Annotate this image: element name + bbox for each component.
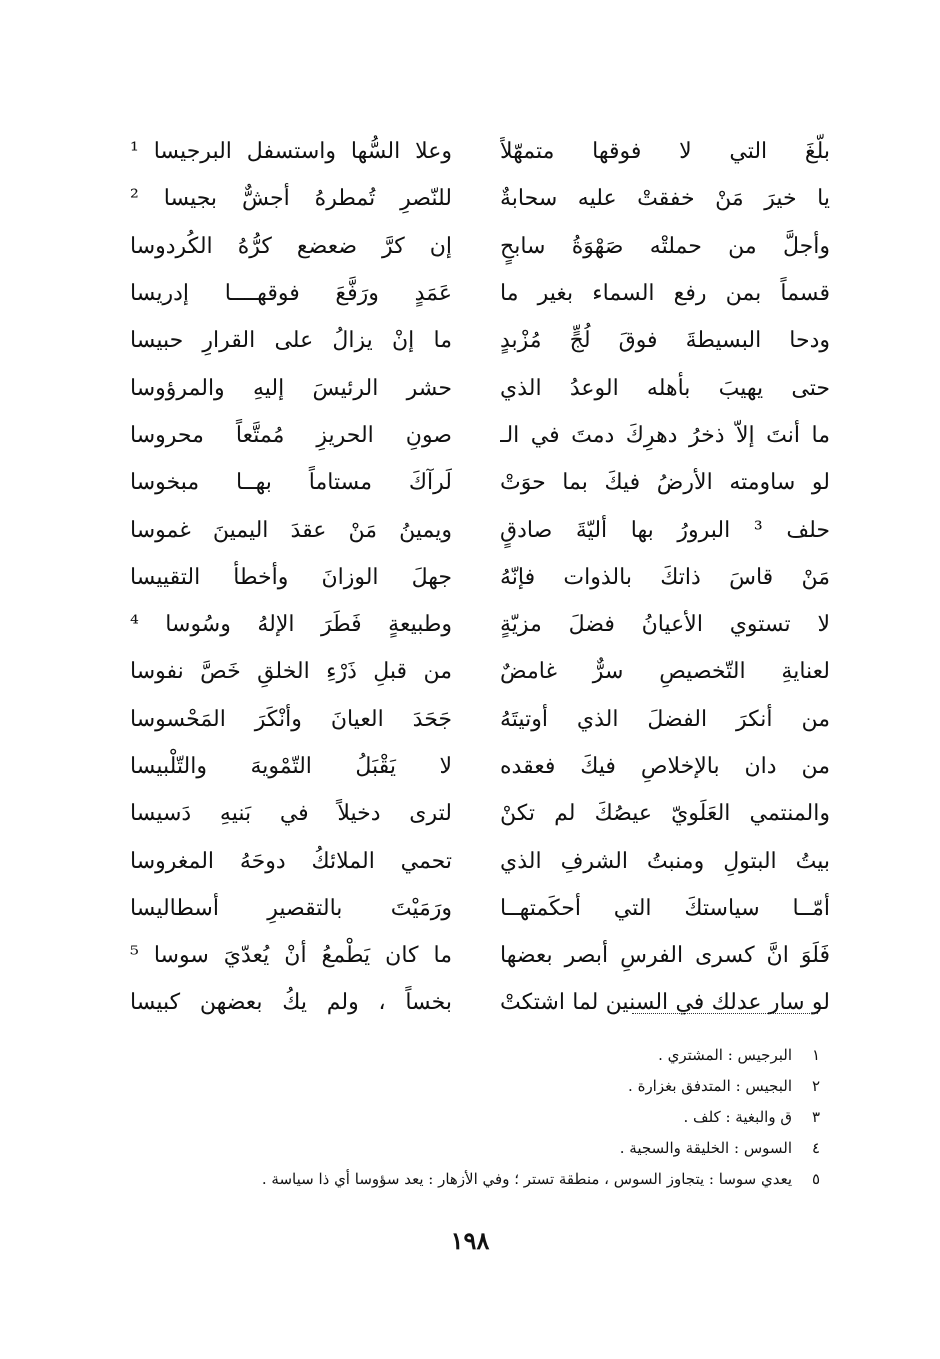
footnote [170, 1164, 820, 1195]
footnote [170, 1102, 820, 1133]
verse-first-hemistich: بلّغَ التي لا فوقها متمهّلاً [500, 139, 830, 165]
verse-second-hemistich: وعلا السُّها واستسفل البرجيسا ¹ [130, 139, 452, 165]
poem-body [130, 128, 830, 1027]
verse-second-hemistich: لترى دخيلاً في بَنيهِ دَسيسا [130, 801, 452, 827]
verse-first-hemistich: ودحا البسيطةَ فوقَ لُجٍّ مُزْبدٍ [500, 328, 830, 354]
verse-first-hemistich: وأجلَّ من حملتْه صَهْوَةُ سابحٍ [500, 233, 830, 259]
verse-second-hemistich: ويمينُ مَنْ عقدَ اليمينَ غموسا [130, 517, 452, 543]
footnote [170, 1040, 820, 1071]
verse [130, 837, 830, 884]
verse [130, 412, 830, 459]
verse [130, 270, 830, 317]
verse-second-hemistich: للنّصرِ تُمطرهُ أجشٌّ بجيسا ² [130, 186, 452, 212]
verse-first-hemistich: فَلَوَ انَّ كسرى الفرسِ أبصر بعضها [500, 943, 830, 969]
verse-first-hemistich: مَنْ قاسَ ذاتكَ بالذوات فإنّهُ [500, 564, 830, 590]
verse-second-hemistich: لا يَقْبَلُ التّمْويهَ والتّلْبيسا [130, 754, 452, 779]
verse-first-hemistich: ما أنتَ إلاّ ذخرُ دهرِكَ دمتَ في الـ [500, 422, 830, 448]
verse-first-hemistich: حتى يهيبَ بأهله الوعدُ الذي [500, 375, 830, 401]
verse-second-hemistich: من قبلِ ذَرْءِ الخلقِ خَصَّ نفوسا [130, 659, 452, 685]
verse [130, 790, 830, 837]
verse-first-hemistich: حلف ³ البرورُ بها أليّةَ صادقٍ [500, 517, 830, 543]
verse-first-hemistich: لعنايةِ التّخصيصِ سرٌّ غامضٌ [500, 659, 830, 685]
verse [130, 932, 830, 979]
verse-first-hemistich: لو سار عدلك في السنين لما اشتكتْ [500, 990, 830, 1016]
footnote-separator [632, 1013, 818, 1014]
footnote-number: ٥ [811, 1170, 820, 1188]
footnote-number: ٤ [811, 1139, 820, 1157]
footnote-text: البجيس : المتدفق بغزارة . [628, 1077, 792, 1095]
verse-second-hemistich: إن كرَّ ضعضع كرُّهُ الكُردوسا [130, 233, 452, 259]
footnote [170, 1133, 820, 1164]
verse [130, 175, 830, 222]
verse-second-hemistich: جَحَدَ العيانَ وأنْكَرَ المَحْسوسا [130, 706, 452, 732]
footnote-number: ١ [811, 1046, 820, 1064]
verse [130, 317, 830, 364]
footnote-number: ٣ [811, 1108, 820, 1126]
verse [130, 885, 830, 932]
verse [130, 601, 830, 648]
footnote-text: البرجيس : المشتري . [658, 1046, 792, 1064]
verse [130, 364, 830, 411]
verse-first-hemistich: أمّــا سياستكَ التي أحكَمتهــا [500, 895, 830, 921]
verse-second-hemistich: تحمي الملائكُ دوحَهُ المغروسا [130, 848, 452, 874]
verse-second-hemistich: ما إنْ يزالُ على القرارِ حبيسا [130, 328, 452, 354]
footnote-text: ق والبغية : كلف . [683, 1108, 792, 1126]
verse-second-hemistich: عَمَدٍ ورَفَّعَ فوقهــــا إدريسا [130, 281, 452, 307]
verse-first-hemistich: من أنكرَ الفضلَ الذي أوتيتَهُ [500, 706, 830, 732]
verse-first-hemistich: والمنتمي العَلَويّ عيصُكَ لم تكنْ [500, 801, 830, 827]
verse-first-hemistich: لا تستوي الأعيانُ فضلَ مزيّةٍ [500, 612, 830, 638]
verse [130, 743, 830, 790]
verse [130, 554, 830, 601]
verse-second-hemistich: بخساً ، ولم يكُ بعضهن كبيسا [130, 990, 452, 1016]
footnote-number: ٢ [811, 1077, 820, 1095]
verse-second-hemistich: جهلَ الوزانَ وأخطأ التقييسا [130, 564, 452, 590]
verse-second-hemistich: ما كان يَطْمعُ أنْ يُعدّيَ سوسا ⁵ [130, 943, 452, 969]
verse-first-hemistich: من دان بالإخلاصِ فيكَ فعقده [500, 754, 830, 779]
verse-first-hemistich: يا خيرَ مَنْ خفقتْ عليه سحابةٌ [500, 186, 830, 212]
verse-second-hemistich: لَرآكَ مستاماً بهــا مبخوسا [130, 470, 452, 496]
verse-second-hemistich: وطبيعةٍ فَطَرَ الإلهُ وسُوسا ⁴ [130, 612, 452, 638]
page-number: ١٩٨ [450, 1226, 490, 1255]
verse [130, 648, 830, 695]
verse-second-hemistich: حشر الرئيسَ إليهِ والمرؤوسا [130, 375, 452, 401]
verse-first-hemistich: بيتُ البتولِ ومنبتُ الشرفِ الذي [500, 848, 830, 874]
verse-second-hemistich: ورَمَيْتَ بالتقصيرِ أسطاليسا [130, 895, 452, 921]
verse [130, 459, 830, 506]
footnote [170, 1071, 820, 1102]
verse [130, 506, 830, 553]
verse-first-hemistich: لو ساومته الأرضُ فيكَ بما حوَتْ [500, 470, 830, 496]
verse [130, 223, 830, 270]
verse-first-hemistich: قسماً بمن رفع السماء بغير ما [500, 281, 830, 307]
footnote-text: يعدي سوسا : يتجاوز السوس ، منطقة تستر ؛ وفي الأزهار : يعد سؤوسا أي ذا سياسة . [261, 1170, 792, 1188]
footnotes [170, 1040, 820, 1195]
verse [130, 128, 830, 175]
verse [130, 696, 830, 743]
footnote-text: السوس : الخليقة والسجية . [619, 1139, 792, 1157]
verse-second-hemistich: صونِ الحريزِ مُمتَّعاً محروسا [130, 422, 452, 448]
verse [130, 979, 830, 1026]
